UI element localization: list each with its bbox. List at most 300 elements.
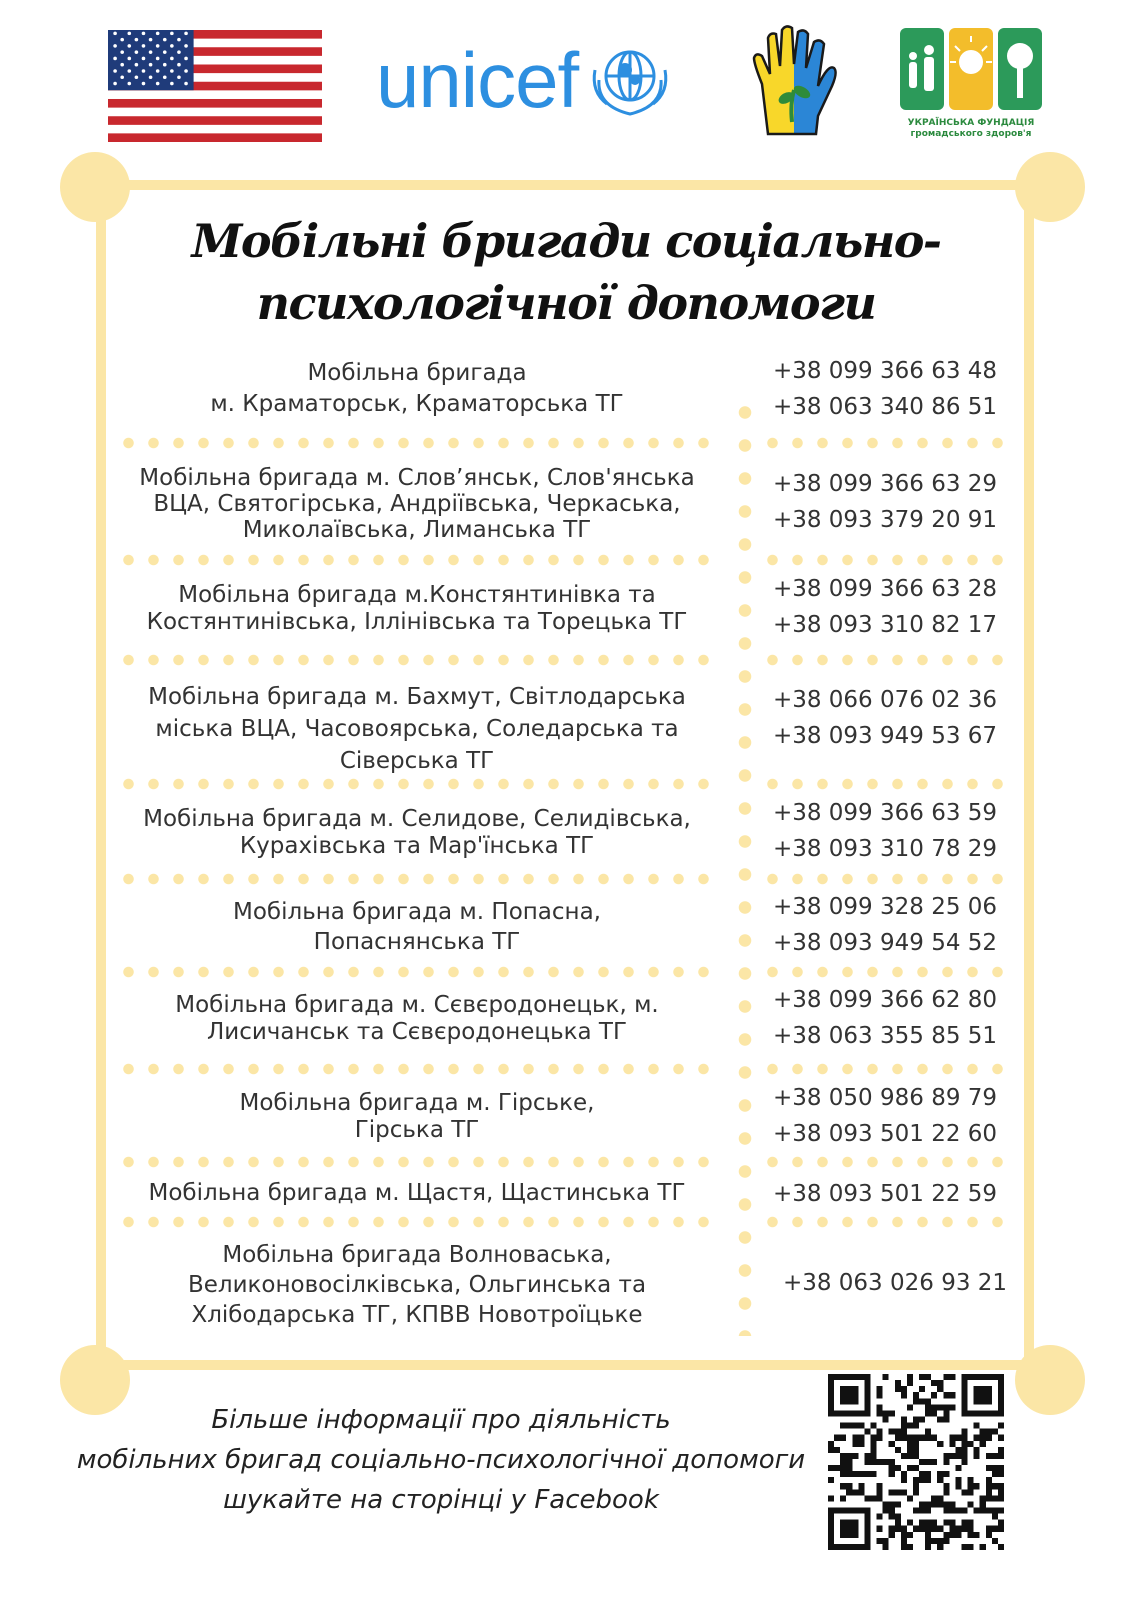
brigade-description	[118, 465, 716, 543]
qr-module	[974, 1423, 980, 1429]
qr-module	[937, 1526, 943, 1532]
qr-module	[840, 1423, 846, 1429]
qr-module	[907, 1435, 913, 1441]
qr-module	[943, 1489, 949, 1495]
qr-module	[943, 1392, 949, 1398]
brigade-text-line: Мобільна бригада Волноваська,	[222, 1242, 612, 1268]
qr-module	[937, 1471, 943, 1477]
qr-module	[943, 1508, 949, 1514]
qr-module	[852, 1471, 858, 1477]
flag-star	[156, 57, 160, 61]
qr-module	[925, 1501, 931, 1507]
qr-module	[877, 1514, 883, 1520]
qr-module	[877, 1538, 883, 1544]
frame-corner-circle	[1015, 1345, 1085, 1415]
frame-corner-circle	[60, 152, 130, 222]
qr-module	[980, 1435, 986, 1441]
qr-module	[919, 1416, 925, 1422]
qr-module	[828, 1447, 834, 1453]
qr-module	[840, 1465, 846, 1471]
ukrainian-public-health-foundation-logo	[898, 26, 1044, 140]
dotted-divider	[760, 554, 1008, 566]
qr-module	[919, 1374, 925, 1380]
qr-module	[877, 1404, 883, 1410]
qr-module	[901, 1435, 907, 1441]
qr-module	[980, 1495, 986, 1501]
qr-module	[998, 1447, 1004, 1453]
phone-number[interactable]: +38 093 949 53 67	[772, 723, 998, 749]
qr-module	[992, 1495, 998, 1501]
qr-module	[828, 1441, 834, 1447]
flag-star	[177, 38, 181, 42]
qr-module	[925, 1520, 931, 1526]
qr-module	[919, 1435, 925, 1441]
phone-number[interactable]: +38 063 026 93 21	[782, 1270, 1008, 1296]
phone-number[interactable]: +38 066 076 02 36	[772, 687, 998, 713]
qr-code[interactable]	[828, 1374, 1004, 1550]
qr-module	[992, 1483, 998, 1489]
qr-module	[955, 1526, 961, 1532]
qr-module	[986, 1477, 992, 1483]
qr-module	[998, 1495, 1004, 1501]
qr-module	[840, 1483, 846, 1489]
qr-module	[955, 1477, 961, 1483]
qr-module	[864, 1495, 870, 1501]
qr-module	[986, 1532, 992, 1538]
qr-module	[877, 1392, 883, 1398]
flag-star	[142, 32, 146, 36]
qr-module	[877, 1386, 883, 1392]
phone-number[interactable]: +38 063 340 86 51	[772, 394, 998, 420]
vertical-dotted-divider	[738, 396, 752, 1336]
phone-number[interactable]: +38 099 366 63 48	[772, 358, 998, 384]
qr-module	[986, 1429, 992, 1435]
qr-module	[986, 1526, 992, 1532]
phone-number[interactable]: +38 093 310 78 29	[772, 836, 998, 862]
qr-module	[846, 1483, 852, 1489]
qr-module	[901, 1386, 907, 1392]
qr-module	[949, 1441, 955, 1447]
foundation-caption	[898, 118, 1044, 140]
qr-module	[943, 1404, 949, 1410]
qr-module	[986, 1435, 992, 1441]
qr-module	[907, 1465, 913, 1471]
dotted-divider	[116, 654, 720, 666]
qr-module	[919, 1526, 925, 1532]
qr-module	[968, 1501, 974, 1507]
qr-module	[980, 1544, 986, 1550]
foundation-name-line2: громадського здоров'я	[910, 129, 1032, 139]
qr-module	[852, 1441, 858, 1447]
qr-module	[992, 1465, 998, 1471]
qr-module	[907, 1380, 913, 1386]
qr-module	[949, 1453, 955, 1459]
qr-module	[913, 1477, 919, 1483]
dotted-divider	[116, 1156, 720, 1168]
qr-module	[913, 1489, 919, 1495]
qr-module	[901, 1471, 907, 1477]
flag-star	[156, 32, 160, 36]
qr-module	[949, 1392, 955, 1398]
qr-module	[895, 1489, 901, 1495]
flag-star	[184, 57, 188, 61]
qr-module	[937, 1404, 943, 1410]
qr-module	[943, 1410, 949, 1416]
qr-module	[864, 1471, 870, 1477]
flag-star	[170, 32, 174, 36]
qr-module	[828, 1477, 834, 1483]
qr-module	[895, 1514, 901, 1520]
qr-module	[931, 1538, 937, 1544]
qr-module	[889, 1459, 895, 1465]
flag-star	[149, 63, 153, 67]
qr-module	[925, 1538, 931, 1544]
qr-module	[925, 1471, 931, 1477]
qr-module	[858, 1423, 864, 1429]
qr-module	[925, 1477, 931, 1483]
dotted-divider	[760, 873, 1008, 885]
flag-star	[120, 63, 124, 67]
qr-module	[919, 1508, 925, 1514]
qr-module	[955, 1483, 961, 1489]
qr-module	[919, 1459, 925, 1465]
qr-module	[858, 1441, 864, 1447]
unicef-logo	[376, 36, 673, 124]
phone-number[interactable]: +38 093 501 22 59	[772, 1181, 998, 1207]
qr-module	[864, 1429, 870, 1435]
brigade-description	[118, 1180, 716, 1207]
brigade-text-line: Сіверська ТГ	[339, 748, 495, 774]
qr-module	[913, 1398, 919, 1404]
flag-star	[184, 82, 188, 86]
qr-module	[937, 1538, 943, 1544]
qr-module	[889, 1410, 895, 1416]
footer-line: Більше інформації про діяльність	[211, 1405, 671, 1435]
qr-module	[913, 1526, 919, 1532]
qr-module	[980, 1501, 986, 1507]
phone-number[interactable]: +38 099 366 63 29	[772, 471, 998, 497]
flag-star	[142, 82, 146, 86]
qr-module	[955, 1508, 961, 1514]
flag-star	[156, 69, 160, 73]
flag-star	[135, 50, 139, 54]
qr-module	[870, 1471, 876, 1477]
footer-info	[60, 1400, 822, 1520]
qr-module	[870, 1447, 876, 1453]
qr-module	[901, 1453, 907, 1459]
dotted-divider	[760, 778, 1008, 790]
brigade-text-line: Гірська ТГ	[354, 1117, 480, 1143]
phone-number[interactable]: +38 050 986 89 79	[772, 1085, 998, 1111]
qr-module	[828, 1495, 834, 1501]
qr-module	[895, 1526, 901, 1532]
brigade-text-line: Мобільна бригада м. Слов’янськ, Слов'янська	[139, 465, 695, 491]
qr-module	[907, 1520, 913, 1526]
qr-module	[992, 1471, 998, 1477]
phone-number[interactable]: +38 063 355 85 51	[772, 1023, 998, 1049]
phone-number[interactable]: +38 099 366 63 28	[772, 576, 998, 602]
qr-module	[858, 1483, 864, 1489]
qr-module	[962, 1435, 968, 1441]
qr-module	[913, 1483, 919, 1489]
flag-star	[184, 32, 188, 36]
qr-module	[907, 1404, 913, 1410]
flag-star	[163, 38, 167, 42]
qr-module	[852, 1489, 858, 1495]
phone-number[interactable]: +38 093 379 20 91	[772, 507, 998, 533]
dotted-divider	[116, 778, 720, 790]
qr-module	[931, 1392, 937, 1398]
qr-module	[889, 1471, 895, 1477]
qr-module	[943, 1538, 949, 1544]
brigade-description	[118, 806, 716, 860]
qr-module	[986, 1453, 992, 1459]
qr-module	[992, 1453, 998, 1459]
qr-module	[907, 1447, 913, 1453]
qr-module	[858, 1489, 864, 1495]
dotted-divider	[760, 437, 1008, 449]
qr-module	[883, 1416, 889, 1422]
brigade-text-line: Мобільна бригада м. Бахмут, Світлодарська	[148, 684, 686, 710]
qr-module	[895, 1435, 901, 1441]
flag-star	[170, 44, 174, 48]
qr-module	[919, 1477, 925, 1483]
phone-number[interactable]: +38 093 949 54 52	[772, 930, 998, 956]
qr-module	[834, 1435, 840, 1441]
qr-module	[883, 1508, 889, 1514]
qr-module	[907, 1374, 913, 1380]
brigade-phones	[760, 1176, 1010, 1212]
brigade-phones	[760, 466, 1010, 538]
brigade-description	[118, 681, 716, 777]
qr-module	[974, 1483, 980, 1489]
qr-module	[998, 1423, 1004, 1429]
qr-module	[955, 1465, 961, 1471]
qr-module	[937, 1544, 943, 1550]
qr-module	[949, 1374, 955, 1380]
frame-corner-circle	[1015, 152, 1085, 222]
unicef-emblem-icon	[587, 40, 673, 120]
qr-module	[883, 1410, 889, 1416]
qr-module	[870, 1435, 876, 1441]
qr-module	[998, 1520, 1004, 1526]
qr-module	[931, 1380, 937, 1386]
qr-module	[925, 1398, 931, 1404]
qr-module	[895, 1386, 901, 1392]
qr-module	[943, 1532, 949, 1538]
dotted-divider	[760, 1216, 1008, 1228]
qr-module	[949, 1404, 955, 1410]
qr-module	[889, 1508, 895, 1514]
brigade-text-line: Костянтинівська, Іллінівська та Торецька ТГ	[146, 609, 688, 635]
qr-module	[877, 1429, 883, 1435]
flag-star	[127, 44, 131, 48]
flag-star	[142, 44, 146, 48]
qr-module	[931, 1459, 937, 1465]
dotted-divider	[116, 554, 720, 566]
qr-module	[877, 1435, 883, 1441]
qr-module	[913, 1508, 919, 1514]
qr-module	[992, 1508, 998, 1514]
flag-star	[127, 69, 131, 73]
qr-module	[974, 1453, 980, 1459]
qr-module	[998, 1465, 1004, 1471]
qr-module	[877, 1495, 883, 1501]
phone-number[interactable]: +38 099 366 62 80	[772, 987, 998, 1013]
qr-module	[931, 1410, 937, 1416]
flag-star	[127, 82, 131, 86]
qr-module	[925, 1410, 931, 1416]
qr-module	[889, 1441, 895, 1447]
qr-module	[931, 1435, 937, 1441]
title-line-2: психологічної допомоги	[256, 276, 876, 330]
dotted-divider	[760, 654, 1008, 666]
qr-module	[907, 1544, 913, 1550]
phone-number[interactable]: +38 099 328 25 06	[772, 894, 998, 920]
qr-module	[992, 1514, 998, 1520]
brigade-phones	[760, 571, 1010, 643]
phone-number[interactable]: +38 099 366 63 59	[772, 800, 998, 826]
qr-module	[889, 1489, 895, 1495]
qr-module	[931, 1520, 937, 1526]
brigade-description	[118, 992, 716, 1046]
qr-module	[877, 1410, 883, 1416]
qr-module	[901, 1532, 907, 1538]
flag-star	[113, 32, 117, 36]
brigade-text-line: Попаснянська ТГ	[313, 929, 521, 955]
flag-star	[120, 38, 124, 42]
qr-module	[998, 1544, 1004, 1550]
qr-module	[877, 1526, 883, 1532]
qr-module	[962, 1508, 968, 1514]
qr-module	[962, 1459, 968, 1465]
qr-module	[968, 1483, 974, 1489]
flag-star	[177, 63, 181, 67]
brigade-text-line: Мобільна бригада м. Сєвєродонецьк, м.	[175, 992, 659, 1018]
flag-star	[142, 57, 146, 61]
qr-module	[852, 1453, 858, 1459]
qr-module	[913, 1423, 919, 1429]
qr-module	[992, 1538, 998, 1544]
qr-module	[870, 1459, 876, 1465]
qr-module	[955, 1453, 961, 1459]
qr-module	[901, 1392, 907, 1398]
qr-module	[840, 1495, 846, 1501]
flag-star	[142, 69, 146, 73]
qr-module	[992, 1429, 998, 1435]
qr-module	[919, 1471, 925, 1477]
phone-number[interactable]: +38 093 310 82 17	[772, 612, 998, 638]
qr-module	[901, 1544, 907, 1550]
flag-star	[127, 32, 131, 36]
flag-star	[135, 75, 139, 79]
qr-module	[955, 1435, 961, 1441]
brigade-text-line: Миколаївська, Лиманська ТГ	[242, 517, 592, 543]
qr-module	[895, 1465, 901, 1471]
qr-module	[877, 1459, 883, 1465]
qr-module	[919, 1520, 925, 1526]
flag-star	[113, 44, 117, 48]
qr-module	[913, 1453, 919, 1459]
brigade-text-line: міська ВЦА, Часовоярська, Соледарська та	[155, 716, 679, 742]
brigade-description	[118, 1240, 716, 1330]
qr-module	[901, 1538, 907, 1544]
dotted-divider	[116, 1216, 720, 1228]
qr-module	[846, 1453, 852, 1459]
qr-module	[998, 1435, 1004, 1441]
qr-module	[962, 1447, 968, 1453]
qr-module	[919, 1386, 925, 1392]
qr-module	[901, 1429, 907, 1435]
qr-module	[937, 1386, 943, 1392]
brigade-description	[118, 897, 716, 957]
qr-module	[931, 1526, 937, 1532]
qr-module	[901, 1423, 907, 1429]
flag-star	[163, 63, 167, 67]
qr-finder	[974, 1386, 992, 1404]
qr-module	[883, 1544, 889, 1550]
usa-flag-logo	[108, 30, 322, 142]
brigade-text-line: Курахівська та Мар'їнська ТГ	[239, 833, 595, 859]
brigade-text-line: Мобільна бригада м. Селидове, Селидівська,	[143, 806, 691, 832]
qr-module	[949, 1532, 955, 1538]
qr-module	[846, 1489, 852, 1495]
flag-star	[163, 75, 167, 79]
title-line-1: Мобільні бригади соціально-	[191, 214, 941, 268]
qr-module	[883, 1459, 889, 1465]
qr-module	[913, 1416, 919, 1422]
qr-module	[949, 1520, 955, 1526]
flag-star	[156, 44, 160, 48]
qr-module	[937, 1441, 943, 1447]
flag-star	[113, 57, 117, 61]
page-title	[160, 210, 972, 334]
qr-module	[925, 1526, 931, 1532]
qr-module	[949, 1508, 955, 1514]
qr-module	[883, 1501, 889, 1507]
qr-finder	[840, 1386, 858, 1404]
qr-finder	[840, 1520, 858, 1538]
dotted-divider	[116, 1063, 720, 1075]
qr-module	[943, 1459, 949, 1465]
qr-module	[955, 1532, 961, 1538]
qr-module	[913, 1465, 919, 1471]
qr-module	[858, 1435, 864, 1441]
qr-module	[968, 1544, 974, 1550]
phone-number[interactable]: +38 093 501 22 60	[772, 1121, 998, 1147]
flag-star	[177, 50, 181, 54]
footer-line: шукайте на сторінці у Facebook	[223, 1485, 659, 1515]
qr-module	[925, 1435, 931, 1441]
qr-module	[907, 1532, 913, 1538]
brigade-text-line: Мобільна бригада м. Попасна,	[233, 899, 601, 925]
qr-module	[889, 1532, 895, 1538]
flag-star	[127, 57, 131, 61]
qr-module	[852, 1423, 858, 1429]
qr-module	[931, 1495, 937, 1501]
qr-module	[907, 1453, 913, 1459]
qr-module	[925, 1374, 931, 1380]
brigade-text-line: ВЦА, Святогірська, Андріївська, Черкаська,	[153, 491, 681, 517]
hand-logo-icon	[748, 24, 840, 136]
qr-module	[998, 1526, 1004, 1532]
qr-module	[895, 1429, 901, 1435]
qr-module	[852, 1435, 858, 1441]
flag-star	[113, 82, 117, 86]
brigade-phones	[760, 1080, 1010, 1152]
flag-star	[149, 50, 153, 54]
qr-module	[919, 1501, 925, 1507]
